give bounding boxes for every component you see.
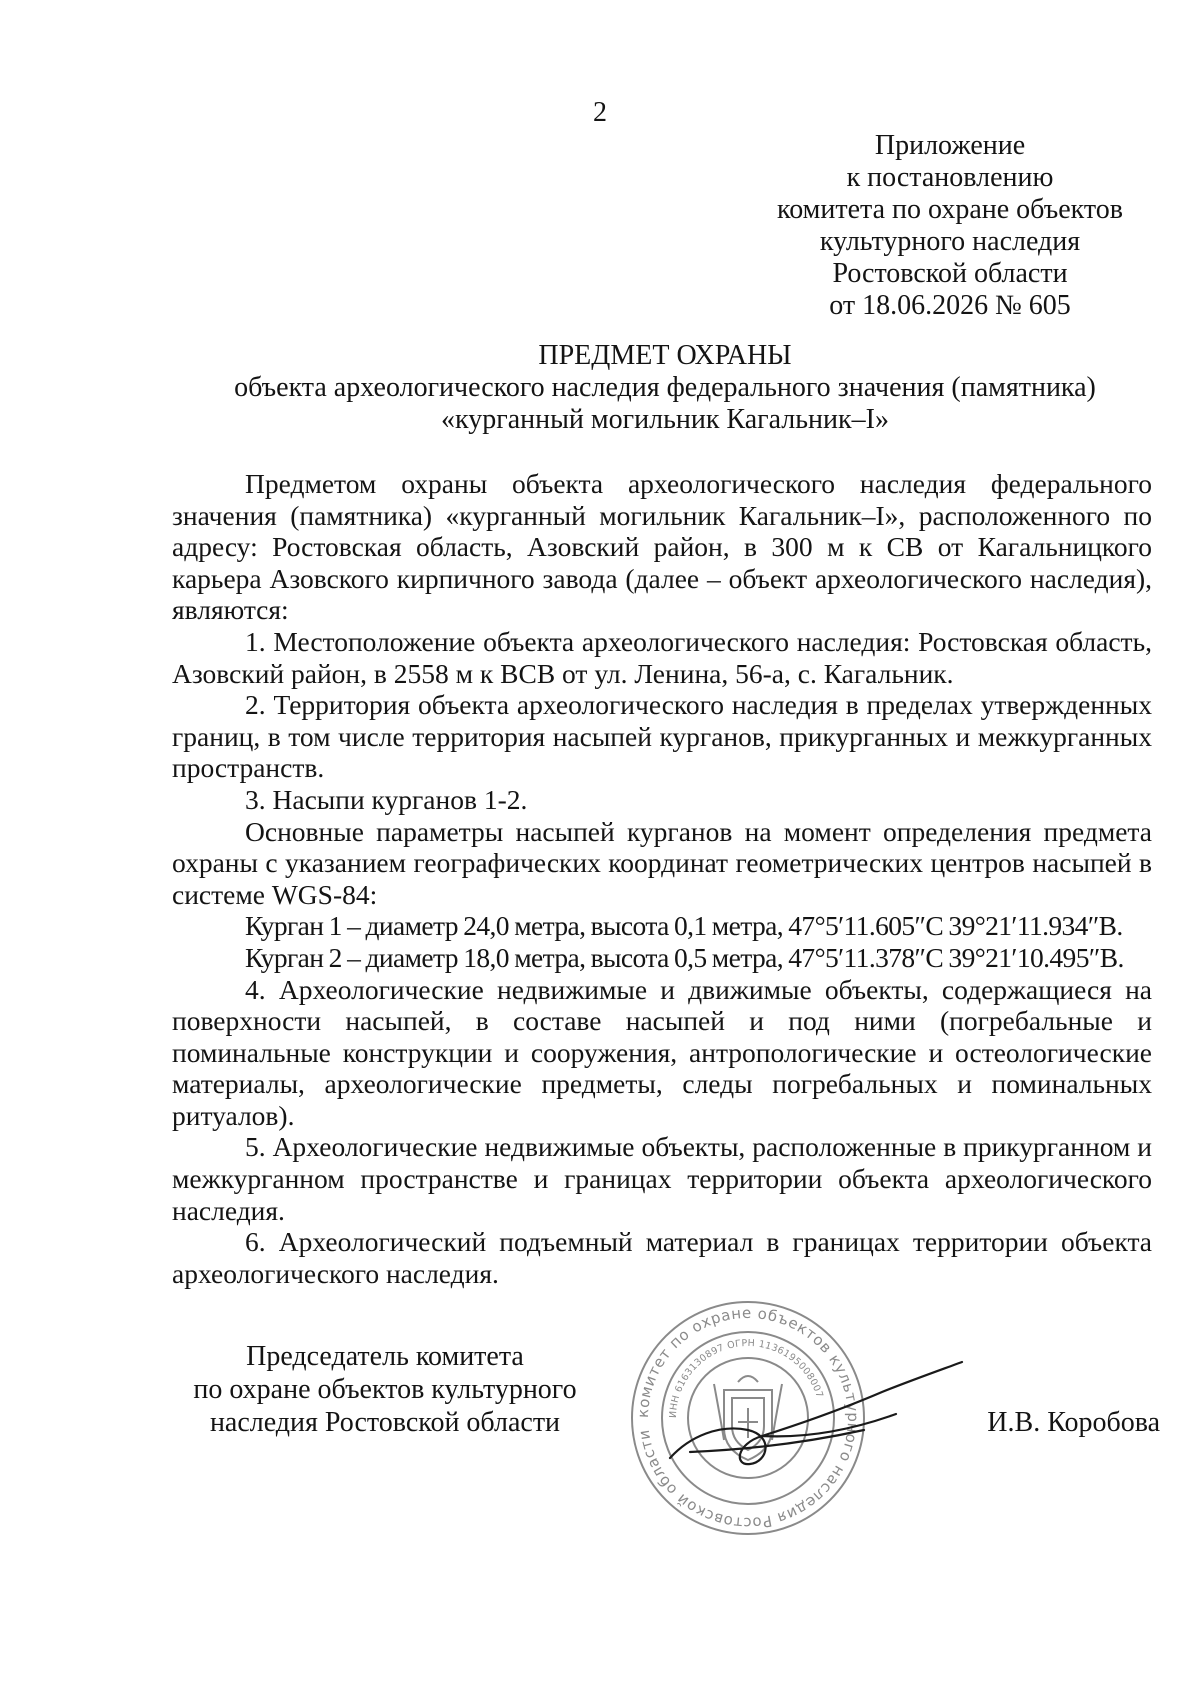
document-title (170, 340, 1160, 436)
item-3-mounds: 3. Насыпи курганов 1-2. (245, 783, 528, 815)
title-object-name: «курганный могильник Кагальник–I» (441, 404, 889, 435)
item-4-objects: 4. Археологические недвижимые и движимые объекты, содержащиеся на поверхности насыпей, в составе насыпей и под ними (погребальные и поминальные конструкции и сооружения, антропологические и остеологические материалы, археологические предметы, следы погребальных и поминальных ритуалов). (172, 973, 1152, 1131)
appendix-line: культурного наследия (819, 226, 1081, 257)
signatory-position (160, 1340, 610, 1439)
mound-parameters-paragraph: Основные параметры насыпей курганов на момент определения предмета охраны с указанием географических координат геометрических центров насыпей в системе WGS-84: (172, 815, 1152, 910)
signatory-name: И.В. Коробова (987, 1407, 1160, 1438)
seal-outer-text: комитет по охране объектов культурного наследия Ростовской области (633, 1303, 863, 1533)
appendix-line: к постановлению (846, 162, 1054, 193)
item-2-territory: 2. Территория объекта археологического наследия в пределах утвержденных границ, в том числе территория насыпей курганов, прикурганных и межкурганных пространств. (172, 689, 1152, 784)
appendix-date-number: от 18.06.2026 № 605 (829, 290, 1071, 321)
appendix-header (730, 130, 1170, 322)
mound-1-coordinates: Курган 1 – диаметр 24,0 метра, высота 0,1 метра, 47°5′11.605″С 39°21′11.934″В. (245, 910, 1123, 942)
seal-inner-text: ИНН 6163130897 ОГРН 1136195008007 (667, 1337, 825, 1419)
signatory-position-line: по охране объектов культурного (193, 1374, 577, 1405)
item-1-location: 1. Местоположение объекта археологического наследия: Ростовская область, Азовский район, в 2558 м к ВСВ от ул. Ленина, 56-а, с. Кагальник. (172, 625, 1152, 689)
document-body (172, 468, 1152, 1289)
appendix-line: комитета по охране объектов (777, 194, 1123, 225)
appendix-line: Ростовской области (832, 258, 1068, 289)
mound-2-coordinates: Курган 2 – диаметр 18,0 метра, высота 0,5 метра, 47°5′11.378″С 39°21′10.495″В. (245, 941, 1124, 973)
signatory-position-line: Председатель комитета (246, 1341, 524, 1372)
item-5-objects: 5. Археологические недвижимые объекты, расположенные в прикурганном и межкурганном пространстве и границах территории объекта археологического наследия. (172, 1131, 1152, 1226)
item-6-material: 6. Археологический подъемный материал в границах территории объекта археологического наследия. (172, 1226, 1152, 1289)
intro-paragraph: Предметом охраны объекта археологического наследия федерального значения (памятника) «курганный могильник Кагальник–I», расположенного по адресу: Ростовская область, Азовский район, в 300 м к СВ от Кагальницкого карьера Азовского кирпичного завода (далее – объект археологического наследия), являются: (172, 468, 1152, 626)
page-number: 2 (593, 97, 607, 128)
title-heading: ПРЕДМЕТ ОХРАНЫ (538, 340, 792, 371)
appendix-line: Приложение (874, 130, 1026, 161)
title-subheading: объекта археологического наследия федерального значения (памятника) (234, 372, 1096, 403)
signatory-position-line: наследия Ростовской области (209, 1407, 561, 1438)
